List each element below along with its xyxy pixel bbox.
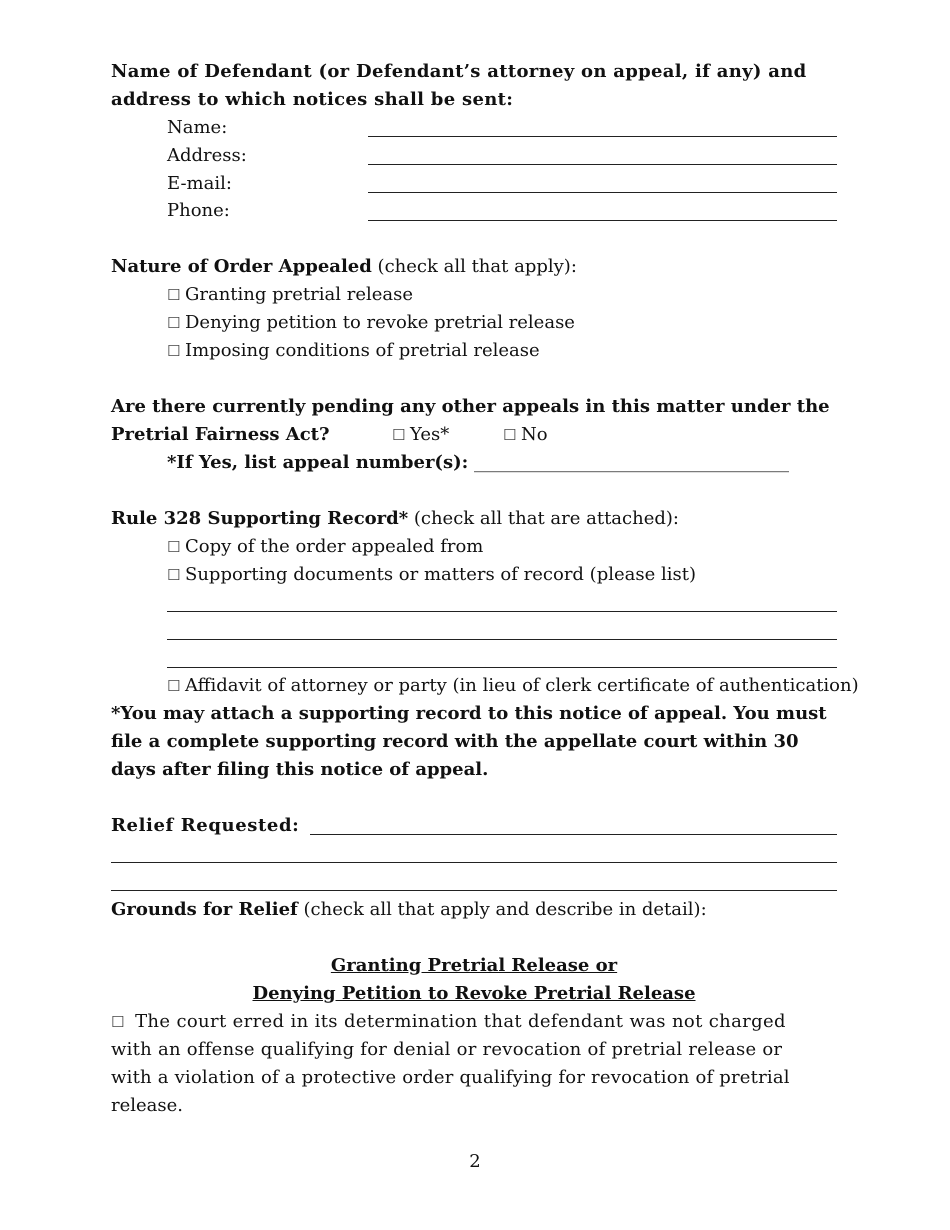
checkbox-icon[interactable]: ☐ <box>167 677 181 695</box>
checkbox-icon[interactable]: ☐ <box>167 342 181 360</box>
option-label: Copy of the order appealed from <box>185 536 484 557</box>
name-field[interactable] <box>368 136 837 137</box>
record-heading-bold: Rule 328 Supporting Record* <box>111 508 409 529</box>
record-option-documents[interactable] <box>167 561 696 589</box>
ground1-text-line1: The court erred in its determination that defendant was not charged <box>129 1011 786 1032</box>
phone-label: Phone: <box>167 200 230 221</box>
grounds-subheading-line2: Denying Petition to Revoke Pretrial Release <box>252 983 696 1004</box>
relief-field-line-1[interactable] <box>310 834 837 835</box>
pending-question-line1: Are there currently pending any other appeals in this matter under the <box>111 396 830 417</box>
relief-label: Relief Requested: <box>111 815 300 836</box>
record-notice-line2: file a complete supporting record with the appellate court within 30 <box>111 731 799 752</box>
checkbox-icon[interactable]: ☐ <box>111 1013 125 1031</box>
grounds-heading-bold: Grounds for Relief <box>111 899 298 920</box>
documents-list-line-3[interactable] <box>167 667 837 668</box>
option-label: Imposing conditions of pretrial release <box>185 340 540 361</box>
nature-heading-note: (check all that apply): <box>371 256 577 277</box>
grounds-subheading-line1: Granting Pretrial Release or <box>330 955 618 976</box>
grounds-heading-note: (check all that apply and describe in detail): <box>297 899 707 920</box>
defendant-heading-line1: Name of Defendant (or Defendant’s attorney on appeal, if any) and <box>111 61 807 82</box>
if-yes-row <box>167 449 789 477</box>
option-label: Denying petition to revoke pretrial release <box>185 312 575 333</box>
pending-yes-option[interactable] <box>392 421 449 449</box>
record-notice-line1: *You may attach a supporting record to this notice of appeal. You must <box>111 703 827 724</box>
checkbox-icon[interactable]: ☐ <box>167 314 181 332</box>
ground1-text-line3: with a violation of a protective order qualifying for revocation of pretrial <box>111 1067 790 1088</box>
checkbox-icon[interactable]: ☐ <box>392 426 406 444</box>
documents-list-line-2[interactable] <box>167 639 837 640</box>
email-label: E-mail: <box>167 173 232 194</box>
appeal-numbers-field[interactable]: ___________________________________ <box>473 452 789 473</box>
relief-field-line-2[interactable] <box>111 862 837 863</box>
nature-option-imposing[interactable] <box>167 337 540 365</box>
email-field[interactable] <box>368 192 837 193</box>
checkbox-icon[interactable]: ☐ <box>167 538 181 556</box>
if-yes-label: *If Yes, list appeal number(s): <box>167 452 469 473</box>
checkbox-icon[interactable]: ☐ <box>167 566 181 584</box>
pending-question-line2: Pretrial Fairness Act? <box>111 424 330 445</box>
phone-field[interactable] <box>368 220 837 221</box>
ground1-option[interactable] <box>111 1008 786 1036</box>
yes-label: Yes* <box>410 424 450 445</box>
defendant-heading-line2: address to which notices shall be sent: <box>111 89 514 110</box>
nature-heading-bold: Nature of Order Appealed <box>111 256 372 277</box>
address-label: Address: <box>167 145 247 166</box>
record-heading-note: (check all that are attached): <box>408 508 679 529</box>
record-heading <box>111 505 679 533</box>
address-field[interactable] <box>368 164 837 165</box>
no-label: No <box>521 424 548 445</box>
record-notice-line3: days after filing this notice of appeal. <box>111 759 489 780</box>
grounds-heading <box>111 896 707 924</box>
option-label: Supporting documents or matters of record (please list) <box>185 564 696 585</box>
documents-list-line-1[interactable] <box>167 611 837 612</box>
ground1-text-line4: release. <box>111 1095 184 1116</box>
checkbox-icon[interactable]: ☐ <box>503 426 517 444</box>
record-option-copy[interactable] <box>167 533 483 561</box>
page-number: 2 <box>469 1151 481 1172</box>
checkbox-icon[interactable]: ☐ <box>167 286 181 304</box>
ground1-text-line2: with an offense qualifying for denial or revocation of pretrial release or <box>111 1039 783 1060</box>
nature-option-denying[interactable] <box>167 309 575 337</box>
pending-no-option[interactable] <box>503 421 548 449</box>
nature-heading <box>111 253 577 281</box>
relief-field-line-3[interactable] <box>111 890 837 891</box>
option-label: Granting pretrial release <box>185 284 414 305</box>
option-label: Affidavit of attorney or party (in lieu of clerk certificate of authentication) <box>185 675 859 696</box>
name-label: Name: <box>167 117 228 138</box>
nature-option-granting[interactable] <box>167 281 413 309</box>
record-option-affidavit[interactable] <box>167 672 859 700</box>
